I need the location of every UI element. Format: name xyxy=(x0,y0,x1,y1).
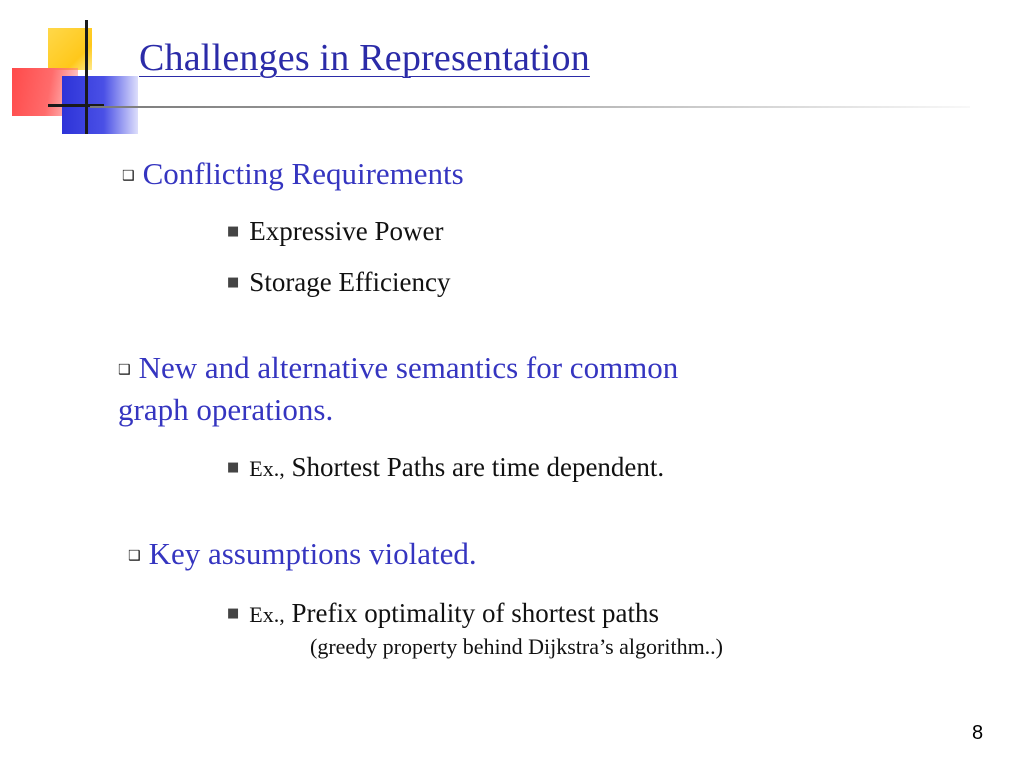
section-heading-line2: graph operations. xyxy=(118,392,334,427)
page-number: 8 xyxy=(972,722,984,744)
list-item xyxy=(227,596,659,632)
example-prefix: Ex., xyxy=(249,456,285,481)
list-item-text: Expressive Power xyxy=(249,216,444,246)
list-item xyxy=(227,450,664,486)
list-item-text: Storage Efficiency xyxy=(249,267,451,297)
section-heading-assumptions xyxy=(128,534,477,576)
section-heading-text: Key assumptions violated. xyxy=(148,536,477,571)
slide-title: Challenges in Representation xyxy=(139,37,590,79)
hollow-square-bullet-icon: ❑ xyxy=(118,362,131,378)
section-heading-text: Conflicting Requirements xyxy=(142,156,464,191)
hollow-square-bullet-icon: ❑ xyxy=(122,168,135,184)
filled-square-bullet-icon: ■ xyxy=(227,275,240,290)
filled-square-bullet-icon: ■ xyxy=(227,606,240,621)
example-prefix: Ex., xyxy=(249,602,285,627)
filled-square-bullet-icon: ■ xyxy=(227,224,240,239)
logo-vertical-line xyxy=(85,20,88,134)
title-rule xyxy=(90,106,970,108)
list-item xyxy=(227,265,450,300)
section-heading-conflicting xyxy=(122,154,464,196)
filled-square-bullet-icon: ■ xyxy=(227,460,240,475)
list-item xyxy=(227,214,444,249)
list-item-text: Prefix optimality of shortest paths xyxy=(284,598,659,628)
list-item-text: Shortest Paths are time dependent. xyxy=(284,452,665,482)
list-item-note: (greedy property behind Dijkstra’s algorithm..) xyxy=(310,634,724,659)
section-heading-semantics xyxy=(118,348,878,430)
section-heading-line1: New and alternative semantics for common xyxy=(138,350,679,385)
slide-logo-icon xyxy=(0,0,160,150)
hollow-square-bullet-icon: ❑ xyxy=(128,548,141,564)
